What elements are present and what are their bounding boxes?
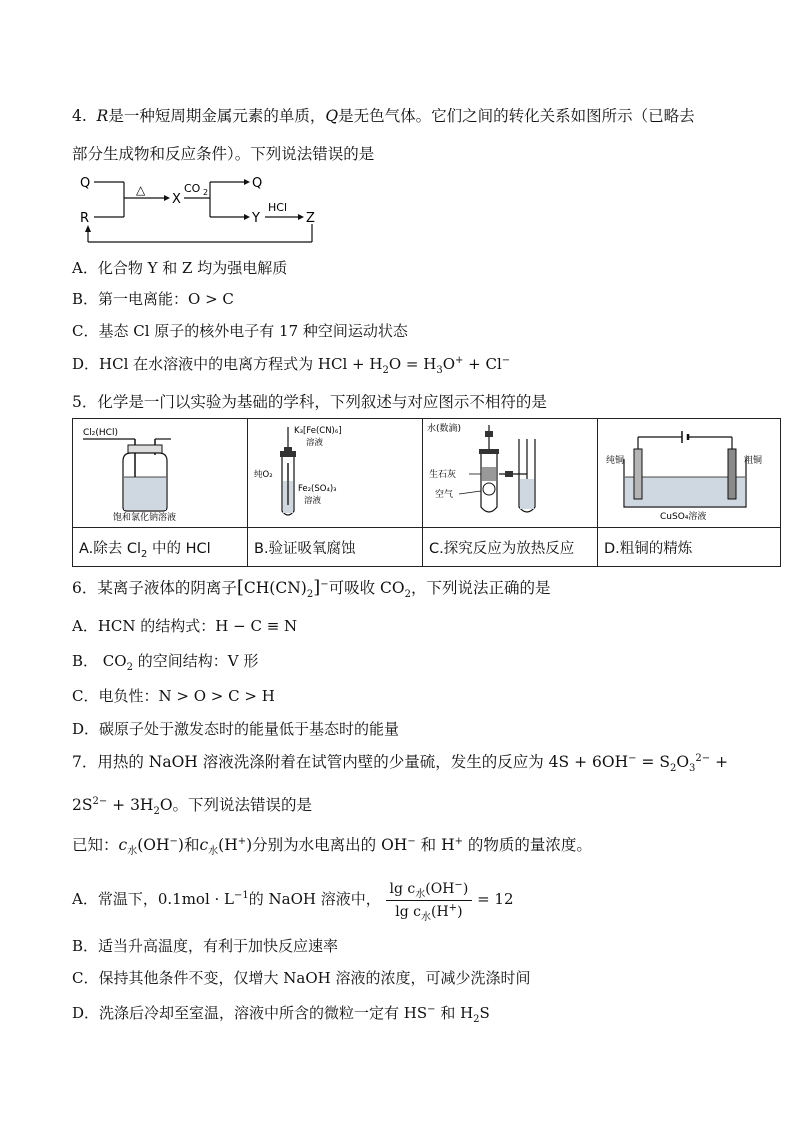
fig-d-pure-copper-label: 纯铜: [606, 456, 625, 466]
q5-caption-b: B.验证吸氧腐蚀: [248, 528, 423, 567]
q5-caption-c: C.探究反应为放热反应: [423, 528, 598, 567]
q4-diagram-heat: △: [136, 183, 146, 197]
q7-option-c: C．保持其他条件不变，仅增大 NaOH 溶液的浓度，可减少洗涤时间: [72, 969, 531, 987]
q4-diagram-co2-sub: 2: [203, 188, 209, 197]
fig-a-solution-label: 饱和氯化钠溶液: [113, 513, 177, 523]
q4-diagram-y: Y: [252, 211, 260, 226]
q7-known-condition: 已知：$c_水(OH^-)$和$c_水(H^+)$分别为水电离出的 OH− 和 H+ 的物质的量浓度。: [72, 835, 592, 858]
q7-stem-line1: 7．用热的 NaOH 溶液洗涤附着在试管内壁的少量硫，发生的反应为 $4S + 6OH^- = S_2O_3^{2-}$ +: [72, 752, 729, 775]
fig-b-reagent-label: K₃[Fe(CN)₆]: [294, 426, 342, 436]
q4-diagram-hcl: HCl: [268, 201, 288, 214]
q7-option-a: A．常温下，$0.1mol \cdot L^{-1}$的 NaOH 溶液中， $\frac{\lg c_水(OH^-)}{\lg c_水(H^+)}$ = 12: [72, 878, 514, 923]
q5-caption-d: D.粗铜的精炼: [598, 528, 781, 567]
q5-figure-c: [423, 419, 598, 528]
q6-option-a: A．HCN 的结构式：H − C ≡ N: [72, 617, 298, 635]
fig-b-reagent-label2: 溶液: [306, 438, 324, 448]
fig-b-iron-label2: 溶液: [304, 496, 322, 506]
q4-diagram-q-right: Q: [252, 176, 263, 191]
fig-d-solution-label: CuSO₄溶液: [660, 512, 707, 522]
q6-stem: 6．某离子液体的阴离子$[CH(CN)_2]^-$可吸收 $CO_2$，下列说法正确的是: [72, 577, 551, 601]
q5-figure-b: [248, 419, 423, 528]
q7-stem-line2: $2S^{2-} + 3H_2O$。下列说法错误的是: [72, 795, 313, 818]
q6-option-c: C．电负性：N > O > C > H: [72, 687, 275, 705]
q6-option-b: B． $CO_2$ 的空间结构：V 形: [72, 652, 259, 673]
fig-a-gas-label: Cl₂(HCl): [83, 428, 118, 438]
q4-diagram-co2: CO: [184, 182, 201, 195]
q4-diagram-q-left: Q: [80, 176, 91, 191]
q4-diagram-r-left: R: [80, 211, 90, 226]
fig-b-oxygen-label: 纯O₂: [254, 470, 273, 480]
q4-stem-line1: 4. R是一种短周期金属元素的单质，Q是无色气体。它们之间的转化关系如图所示（已略去: [72, 107, 695, 125]
q4-option-d: D．HCl 在水溶液中的电离方程式为 HCl + $H_2O = H_3O^+ + Cl^-$: [72, 355, 511, 376]
q5-figure-d: [598, 419, 781, 528]
q7-option-d: D．洗涤后冷却至室温，溶液中所含的微粒一定有 HS− 和 $H_2S$: [72, 1004, 490, 1025]
q4-diagram-x: X: [172, 192, 181, 207]
q7-log-ratio-fraction: $\frac{\lg c_水(OH^-)}{\lg c_水(H^+)}$: [386, 880, 473, 921]
q5-apparatus-table: [72, 418, 781, 567]
q4-option-a: A．化合物 Y 和 Z 均为强电解质: [72, 259, 288, 277]
q5-caption-a: A.除去 $Cl_2$ 中的 HCl: [73, 528, 248, 567]
fig-d-crude-copper-label: 粗铜: [744, 456, 763, 466]
q6-option-d: D．碳原子处于激发态时的能量低于基态时的能量: [72, 720, 400, 738]
fig-c-air-label: 空气: [435, 490, 454, 500]
q4-stem-line2: 部分生成物和反应条件）。下列说法错误的是: [72, 145, 375, 163]
fig-c-lime-label: 生石灰: [429, 470, 457, 480]
fig-b-iron-label: Fe₂(SO₄)₃: [298, 484, 337, 494]
q4-option-c: C．基态 Cl 原子的核外电子有 17 种空间运动状态: [72, 322, 408, 340]
q4-conversion-diagram: [72, 170, 352, 252]
fig-c-water-label: 水(数滴): [427, 424, 462, 434]
q5-stem: 5．化学是一门以实验为基础的学科，下列叙述与对应图示不相符的是: [72, 393, 547, 411]
q4-diagram-z: Z: [306, 211, 315, 226]
q7-option-b: B．适当升高温度，有利于加快反应速率: [72, 937, 339, 955]
q4-option-b: B．第一电离能：O > C: [72, 290, 234, 308]
q5-figure-a: [73, 419, 248, 528]
